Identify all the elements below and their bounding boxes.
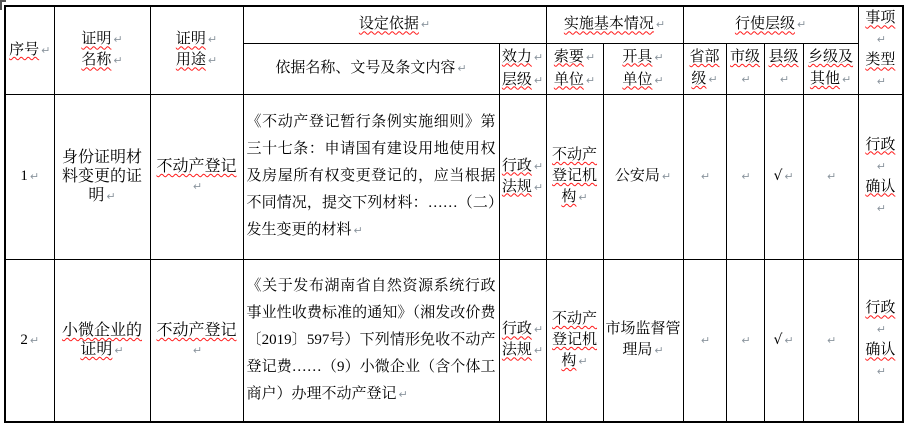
paragraph-mark-icon: ↵ bbox=[876, 159, 886, 173]
paragraph-mark-icon: ↵ bbox=[113, 33, 123, 47]
header-basis-detail-label: 依据名称、文号及条文内容 bbox=[275, 60, 456, 76]
header-serial-cell[interactable] bbox=[5, 6, 54, 94]
row2-item-type-cell[interactable] bbox=[858, 259, 903, 422]
paragraph-mark-icon: ↵ bbox=[654, 344, 664, 358]
paragraph-mark-icon: ↵ bbox=[207, 33, 218, 47]
row1-cert-name-cell[interactable] bbox=[54, 94, 150, 259]
header-basis-group-label: 设定依据 bbox=[358, 16, 419, 33]
row1-cert-use-cell[interactable] bbox=[150, 94, 243, 259]
header-item-type-cell[interactable] bbox=[858, 6, 903, 94]
paragraph-mark-icon: ↵ bbox=[533, 50, 544, 64]
paragraph-mark-icon: ↵ bbox=[533, 323, 544, 337]
header-level-city-label: 市级 bbox=[730, 49, 761, 65]
paragraph-mark-icon: ↵ bbox=[655, 18, 666, 32]
row2-cert-name: 小微企业的证明 bbox=[61, 321, 142, 358]
row2-cert-use: 不动产登记 bbox=[156, 321, 237, 339]
paragraph-mark-icon: ↵ bbox=[708, 73, 718, 86]
header-request-unit-cell[interactable] bbox=[546, 43, 603, 94]
header-level-township-cell[interactable] bbox=[803, 43, 858, 94]
paragraph-mark-icon: ↵ bbox=[207, 54, 218, 68]
paragraph-mark-icon: ↵ bbox=[876, 323, 886, 337]
paragraph-mark-icon: ↵ bbox=[420, 18, 431, 32]
row1-effect-level-cell[interactable] bbox=[499, 94, 546, 259]
header-item-type-line1: 事项 bbox=[865, 10, 896, 27]
table-row bbox=[5, 94, 903, 259]
row2-issue-unit: 市场监督管理局 bbox=[605, 321, 681, 359]
header-level-county-label: 县级 bbox=[768, 49, 799, 65]
table-row bbox=[5, 259, 903, 422]
header-request-unit-line1: 索要 bbox=[553, 48, 584, 65]
header-cert-name-line1: 证明 bbox=[81, 31, 112, 48]
paragraph-mark-icon: ↵ bbox=[578, 354, 588, 368]
header-exercise-group-label: 行使层级 bbox=[734, 16, 795, 33]
row2-effect-level-cell[interactable] bbox=[499, 259, 546, 422]
header-cert-name-cell[interactable] bbox=[54, 6, 150, 94]
paragraph-mark-icon: ↵ bbox=[41, 43, 51, 57]
paragraph-mark-icon: ↵ bbox=[585, 73, 596, 87]
paragraph-mark-icon: ↵ bbox=[741, 333, 751, 347]
certificate-items-table bbox=[4, 5, 904, 423]
paragraph-mark-icon: ↵ bbox=[114, 343, 124, 357]
header-effect-level-cell[interactable] bbox=[499, 43, 546, 94]
paragraph-mark-icon: ↵ bbox=[29, 170, 40, 183]
paragraph-mark-icon: ↵ bbox=[654, 73, 664, 87]
paragraph-mark-icon: ↵ bbox=[841, 73, 852, 86]
paragraph-mark-icon: ↵ bbox=[533, 180, 544, 194]
paragraph-mark-icon: ↵ bbox=[192, 343, 203, 357]
row2-cert-name-cell[interactable] bbox=[54, 259, 150, 422]
paragraph-mark-icon: ↵ bbox=[113, 54, 123, 68]
header-exercise-group-cell[interactable] bbox=[683, 6, 858, 43]
row1-item-type-line1: 行政 bbox=[865, 136, 896, 153]
row1-effect-line2: 法规 bbox=[501, 178, 532, 195]
row2-basis-text: 《关于发布湖南省自然资源系统行政事业性收费标准的通知》（湘发改价费〔2019〕597号）下列情形免收不动产登记费……（9）小微企业（含个体工商户）办理不动产登记 bbox=[246, 277, 496, 402]
row2-level-city-cell[interactable] bbox=[726, 259, 764, 422]
row1-level-province-cell[interactable] bbox=[683, 94, 726, 259]
header-item-type-line2: 类型 bbox=[865, 52, 896, 69]
row2-serial-cell[interactable] bbox=[5, 259, 54, 422]
row2-cert-use-cell[interactable] bbox=[150, 259, 243, 422]
check-mark: √ bbox=[773, 168, 783, 184]
row2-basis-cell[interactable] bbox=[243, 259, 499, 422]
paragraph-mark-icon: ↵ bbox=[457, 62, 467, 75]
row1-level-county-cell[interactable] bbox=[764, 94, 803, 259]
paragraph-mark-icon: ↵ bbox=[654, 50, 664, 64]
paragraph-mark-icon: ↵ bbox=[661, 170, 672, 183]
row1-basis-text: 《不动产登记暂行条例实施细则》第三十七条：申请国有建设用地使用权及房屋所有权变更登记的，应当根据不同情况，提交下列材料：……（二）发生变更的材料 bbox=[246, 114, 496, 238]
paragraph-mark-icon: ↵ bbox=[784, 333, 794, 347]
paragraph-mark-icon: ↵ bbox=[876, 365, 886, 379]
row2-serial: 2 bbox=[20, 331, 28, 348]
paragraph-mark-icon: ↵ bbox=[533, 344, 544, 358]
paragraph-mark-icon: ↵ bbox=[741, 170, 751, 183]
row2-item-type-line2: 确认 bbox=[865, 342, 896, 359]
paragraph-mark-icon: ↵ bbox=[578, 191, 588, 204]
row2-request-unit: 不动产登记机构 bbox=[552, 310, 598, 369]
row2-item-type-line1: 行政 bbox=[865, 300, 896, 317]
header-basis-group-cell[interactable] bbox=[243, 6, 546, 43]
header-level-city-cell[interactable] bbox=[726, 43, 764, 94]
row1-level-city-cell[interactable] bbox=[726, 94, 764, 259]
row1-item-type-line2: 确认 bbox=[865, 178, 896, 195]
paragraph-mark-icon: ↵ bbox=[876, 33, 886, 47]
row2-level-county-cell[interactable] bbox=[764, 259, 803, 422]
row1-serial: 1 bbox=[20, 168, 28, 184]
header-level-province-cell[interactable] bbox=[683, 43, 726, 94]
paragraph-mark-icon: ↵ bbox=[741, 73, 751, 86]
paragraph-mark-icon: ↵ bbox=[29, 333, 40, 347]
header-effect-level-line2: 层级 bbox=[501, 71, 532, 88]
row1-request-unit: 不动产登记机构 bbox=[552, 147, 598, 205]
header-level-province-label: 省部级 bbox=[689, 49, 720, 87]
row1-level-township-cell[interactable] bbox=[803, 94, 858, 259]
header-effect-level-line1: 效力 bbox=[501, 48, 532, 65]
header-impl-group-cell[interactable] bbox=[546, 6, 683, 43]
paragraph-mark-icon: ↵ bbox=[353, 224, 363, 237]
paragraph-mark-icon: ↵ bbox=[398, 387, 408, 401]
header-cert-use-line2: 用途 bbox=[175, 52, 206, 69]
row1-cert-name: 身份证明材料变更的证明 bbox=[61, 148, 142, 204]
header-row-group bbox=[5, 6, 903, 43]
row2-request-unit-cell[interactable] bbox=[546, 259, 603, 422]
paragraph-mark-icon: ↵ bbox=[826, 333, 837, 347]
header-request-unit-line2: 单位 bbox=[553, 71, 584, 88]
row1-issue-unit: 公安局 bbox=[614, 168, 660, 184]
row2-issue-unit-cell[interactable] bbox=[603, 259, 683, 422]
row2-level-township-cell[interactable] bbox=[803, 259, 858, 422]
row1-issue-unit-cell[interactable] bbox=[603, 94, 683, 259]
paragraph-mark-icon: ↵ bbox=[585, 50, 596, 64]
paragraph-mark-icon: ↵ bbox=[533, 73, 544, 87]
row1-serial-cell[interactable] bbox=[5, 94, 54, 259]
header-serial-label: 序号 bbox=[9, 41, 40, 58]
paragraph-mark-icon: ↵ bbox=[106, 189, 116, 203]
row1-request-unit-cell[interactable] bbox=[546, 94, 603, 259]
header-basis-detail-cell[interactable] bbox=[243, 43, 499, 94]
row2-effect-line2: 法规 bbox=[501, 342, 532, 359]
row1-cert-use: 不动产登记 bbox=[156, 158, 237, 175]
paragraph-mark-icon: ↵ bbox=[876, 75, 886, 89]
header-level-county-cell[interactable] bbox=[764, 43, 803, 94]
header-level-township-label: 乡级及其他 bbox=[808, 49, 854, 87]
header-cert-use-cell[interactable] bbox=[150, 6, 243, 94]
row1-effect-line1: 行政 bbox=[501, 157, 532, 174]
paragraph-mark-icon: ↵ bbox=[700, 333, 711, 347]
header-issue-unit-line1: 开具 bbox=[622, 48, 653, 65]
row1-basis-cell[interactable] bbox=[243, 94, 499, 259]
header-cert-use-line1: 证明 bbox=[175, 31, 206, 48]
check-mark: √ bbox=[773, 331, 783, 348]
header-cert-name-line2: 名称 bbox=[81, 52, 112, 69]
paragraph-mark-icon: ↵ bbox=[876, 201, 886, 215]
paragraph-mark-icon: ↵ bbox=[533, 159, 544, 173]
paragraph-mark-icon: ↵ bbox=[700, 170, 711, 183]
row1-item-type-cell[interactable] bbox=[858, 94, 903, 259]
header-impl-group-label: 实施基本情况 bbox=[563, 16, 654, 33]
paragraph-mark-icon: ↵ bbox=[192, 180, 203, 193]
paragraph-mark-icon: ↵ bbox=[784, 170, 794, 183]
header-issue-unit-cell[interactable] bbox=[603, 43, 683, 94]
paragraph-mark-icon: ↵ bbox=[826, 170, 837, 183]
paragraph-mark-icon: ↵ bbox=[796, 18, 807, 32]
header-issue-unit-line2: 单位 bbox=[622, 71, 653, 88]
paragraph-mark-icon: ↵ bbox=[779, 73, 790, 86]
row2-level-province-cell[interactable] bbox=[683, 259, 726, 422]
row2-effect-line1: 行政 bbox=[501, 321, 532, 338]
